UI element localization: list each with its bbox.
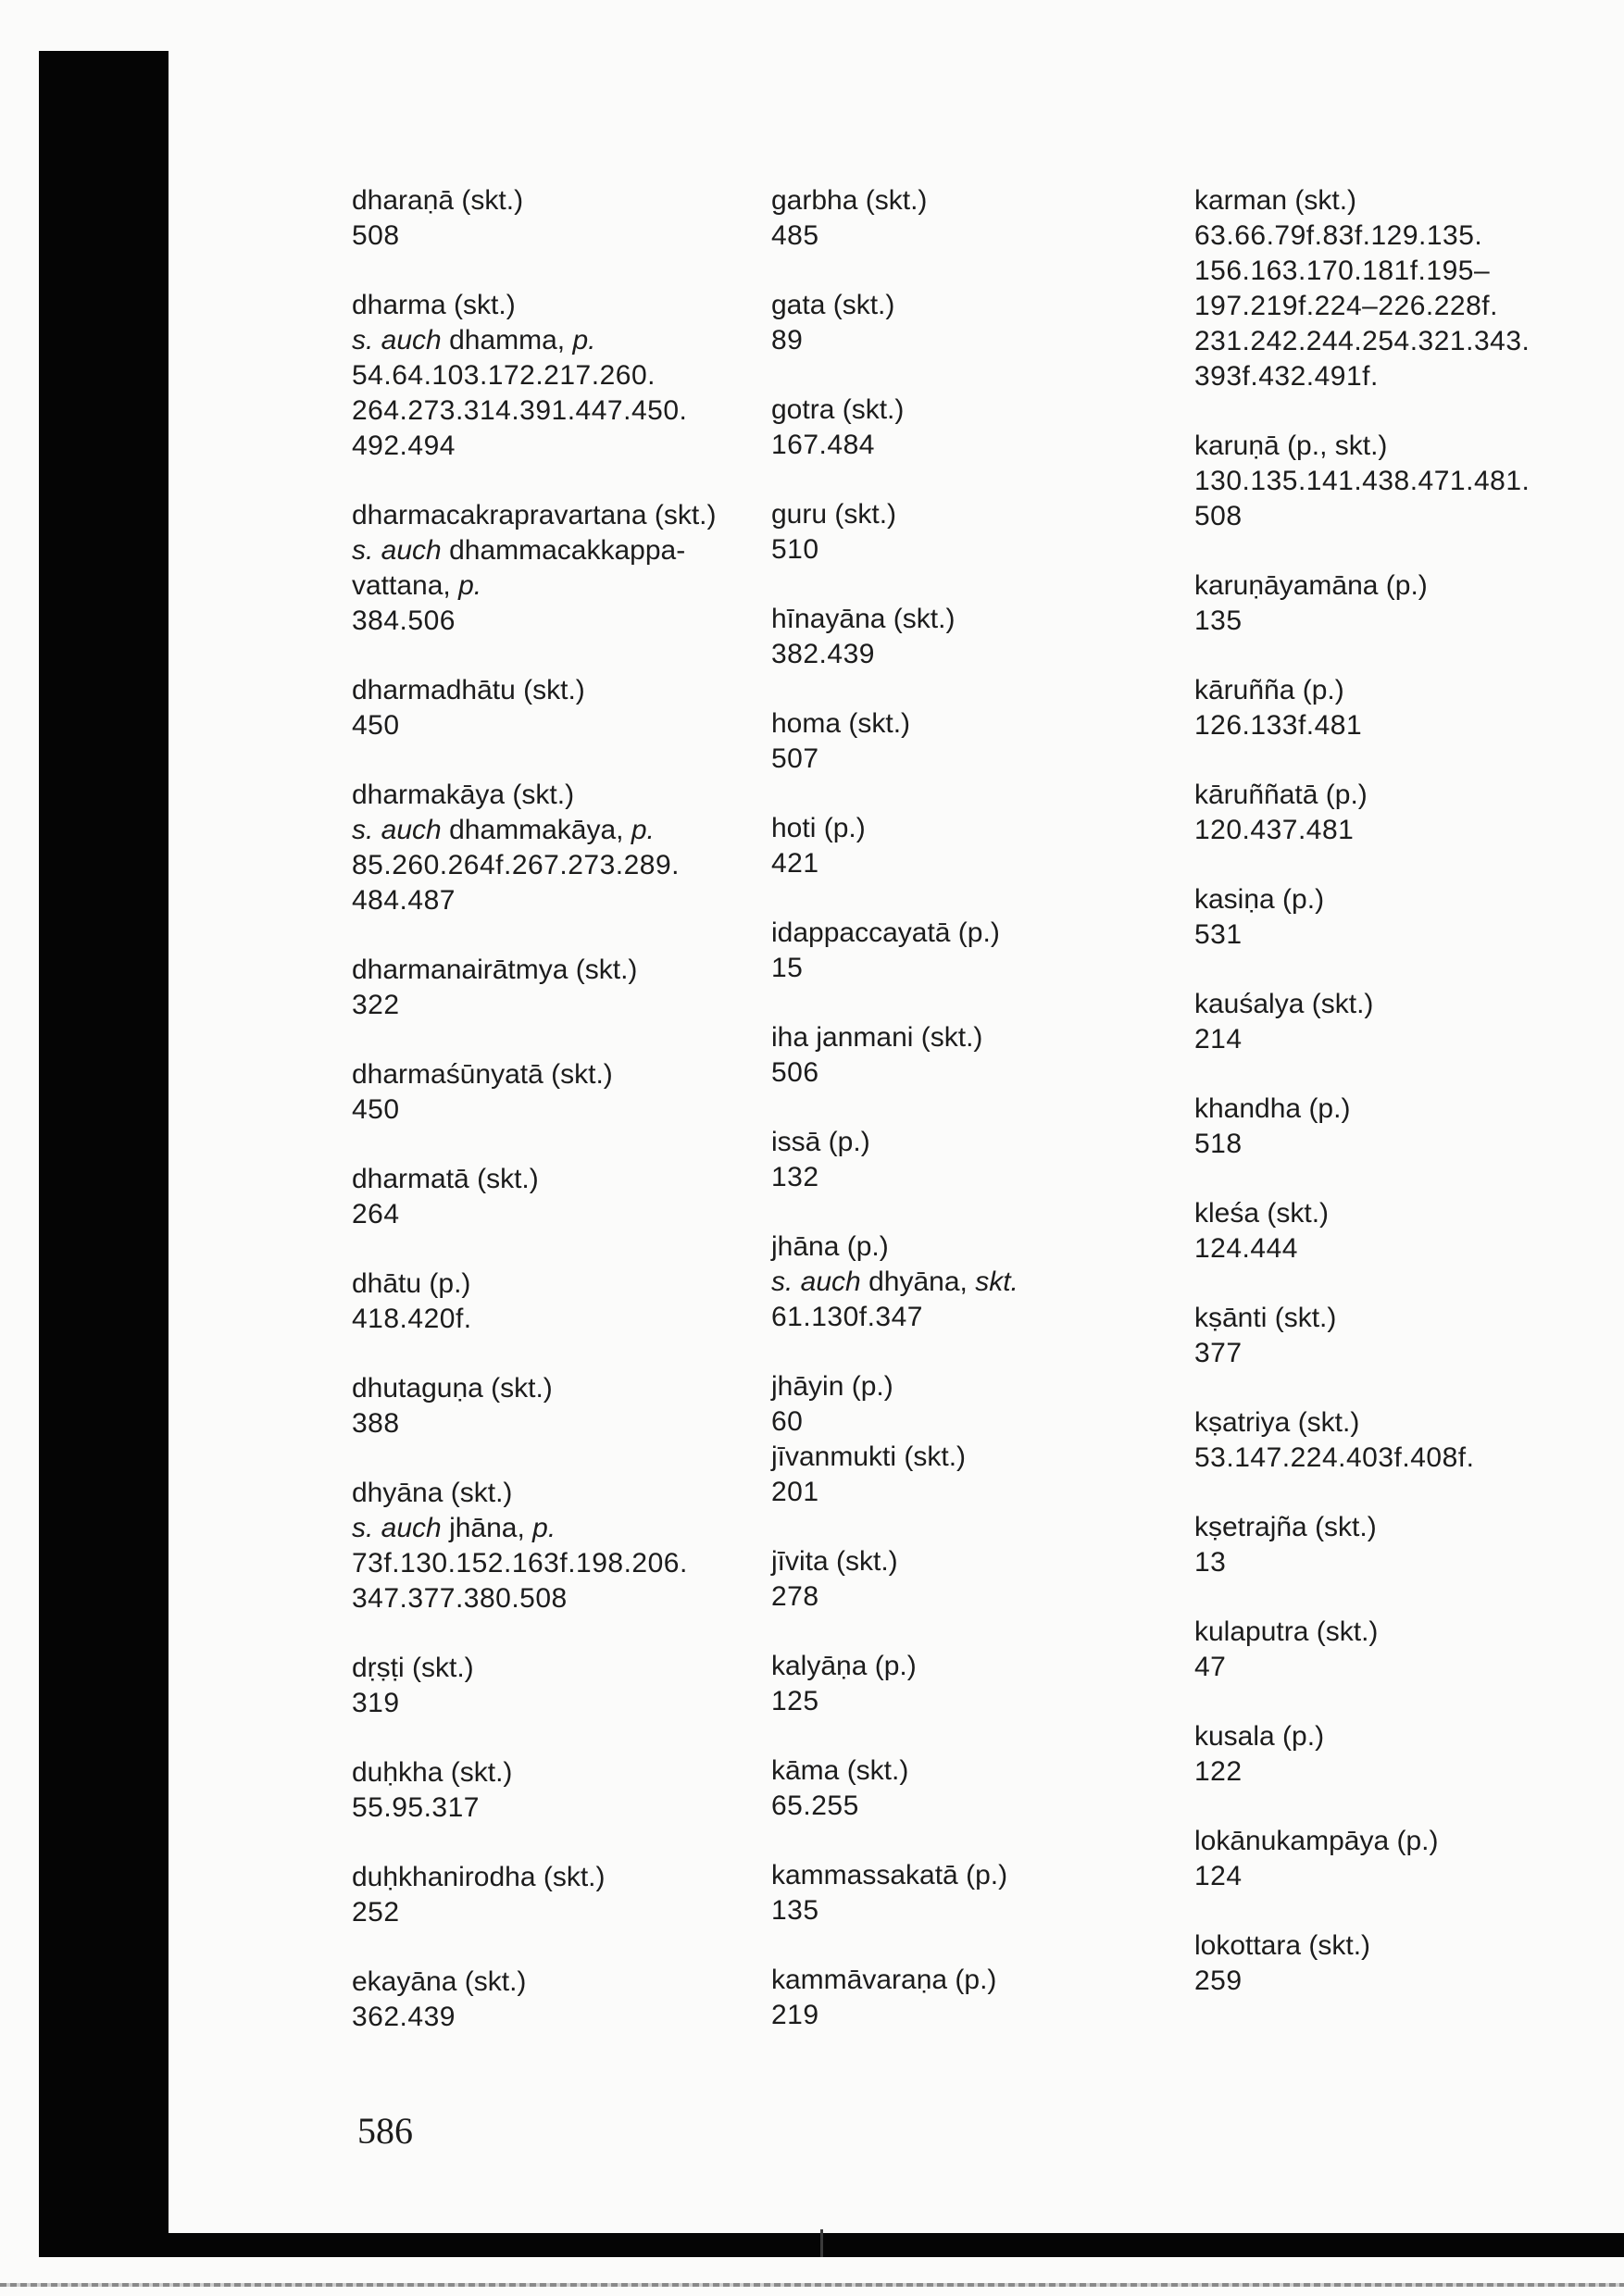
page-references: 264 [352, 1199, 400, 1229]
index-term: jīvita (skt.) [771, 1546, 898, 1577]
index-term: kāma (skt.) [771, 1755, 909, 1786]
index-entry [1194, 673, 1602, 743]
scan-edge-strip [0, 2283, 1624, 2287]
index-entry [1194, 1719, 1602, 1790]
index-term: kāruñña (p.) [1194, 675, 1344, 705]
index-term: issā (p.) [771, 1127, 870, 1157]
index-entry [352, 1057, 759, 1128]
page-references: 418.420f. [352, 1304, 472, 1334]
index-entry [771, 1753, 1179, 1824]
index-entry [352, 1651, 759, 1721]
cross-reference [352, 533, 759, 568]
index-entry [771, 393, 1179, 463]
page-references: 60 [771, 1406, 804, 1437]
index-entry [771, 1544, 1179, 1615]
index-entry [1194, 568, 1602, 639]
index-term: jhāyin (p.) [771, 1371, 893, 1402]
page-references: 132 [771, 1162, 819, 1192]
index-term: kasiṇa (p.) [1194, 884, 1325, 915]
index-term: kammassakatā (p.) [771, 1860, 1008, 1890]
cross-reference [352, 813, 759, 848]
index-entry [1194, 1928, 1602, 1999]
index-term: guru (skt.) [771, 499, 897, 530]
page-references: 125 [771, 1686, 819, 1716]
index-term: idappaccayatā (p.) [771, 917, 1000, 948]
cross-reference-prefix: s. auch [352, 815, 442, 845]
index-term: kṣānti (skt.) [1194, 1303, 1337, 1333]
index-term: dharaṇā (skt.) [352, 185, 524, 216]
index-entry [1194, 1510, 1602, 1580]
page-references: 55.95.317 [352, 1792, 480, 1823]
page-references: 167.484 [771, 430, 875, 460]
index-term: dharmadhātu (skt.) [352, 675, 585, 705]
index-term: lokottara (skt.) [1194, 1930, 1371, 1961]
page-references: 130.135.141.438.471.481. [1194, 466, 1530, 496]
index-term: garbha (skt.) [771, 185, 928, 216]
cross-reference-prefix: s. auch [352, 1513, 442, 1543]
index-entry [352, 288, 759, 464]
index-entry [352, 1371, 759, 1441]
index-term: lokānukampāya (p.) [1194, 1826, 1439, 1856]
scan-border-left [39, 51, 169, 2247]
index-term: hoti (p.) [771, 813, 866, 843]
index-column-2 [771, 183, 1179, 2067]
page-references: 531 [1194, 919, 1243, 950]
page-references: 492.494 [352, 430, 456, 461]
index-column-3 [1194, 183, 1602, 2033]
page-references: 73f.130.152.163f.198.206. [352, 1548, 688, 1578]
index-term: dhātu (p.) [352, 1268, 471, 1299]
page-references: 54.64.103.172.217.260. [352, 360, 656, 391]
page-references: 450 [352, 1094, 400, 1125]
cross-reference-target: jhāna, [449, 1513, 525, 1543]
index-term: dhyāna (skt.) [352, 1478, 513, 1508]
index-entry [352, 1267, 759, 1337]
index-term: kṣetrajña (skt.) [1194, 1512, 1377, 1542]
index-entry [771, 1369, 1179, 1440]
index-column-1 [352, 183, 759, 2069]
index-term: homa (skt.) [771, 708, 911, 739]
index-term: kusala (p.) [1194, 1721, 1325, 1752]
index-term: dharmaśūnyatā (skt.) [352, 1059, 613, 1090]
cross-reference-prefix: s. auch [352, 535, 442, 566]
index-term: duḥkhanirodha (skt.) [352, 1862, 606, 1892]
cross-reference [352, 568, 759, 604]
page-references: 214 [1194, 1024, 1243, 1054]
cross-reference-target: vattana, [352, 570, 451, 601]
index-term: hīnayāna (skt.) [771, 604, 956, 634]
index-entry [1194, 882, 1602, 953]
index-term: karuṇā (p., skt.) [1194, 430, 1388, 461]
index-entry [771, 916, 1179, 986]
index-entry [352, 1965, 759, 2035]
page-references: 85.260.264f.267.273.289. [352, 850, 680, 880]
index-term: karuṇāyamāna (p.) [1194, 570, 1428, 601]
index-entry [1194, 987, 1602, 1057]
index-entry [771, 602, 1179, 672]
page-references: 450 [352, 710, 400, 741]
page-references: 120.437.481 [1194, 815, 1355, 845]
index-entry [771, 1229, 1179, 1335]
cross-reference [352, 1511, 759, 1546]
cross-reference-language: p. [631, 815, 655, 845]
index-entry [1194, 1092, 1602, 1162]
index-entry [1194, 1196, 1602, 1267]
page-references: 264.273.314.391.447.450. [352, 395, 688, 426]
page-references: 382.439 [771, 639, 875, 669]
index-term: dharmanairātmya (skt.) [352, 955, 638, 985]
index-entry [1194, 1615, 1602, 1685]
index-term: karman (skt.) [1194, 185, 1357, 216]
page-references: 507 [771, 743, 819, 774]
page-references: 421 [771, 848, 819, 879]
page-number: 586 [357, 2110, 413, 2152]
index-term: khandha (p.) [1194, 1093, 1351, 1124]
page-references: 61.130f.347 [771, 1302, 923, 1332]
page-references: 156.163.170.181f.195– [1194, 256, 1491, 286]
cross-reference-prefix: s. auch [771, 1267, 861, 1297]
index-entry [1194, 1405, 1602, 1476]
index-term: gata (skt.) [771, 290, 895, 320]
index-entry [771, 1125, 1179, 1195]
page-references: 278 [771, 1581, 819, 1612]
index-entry [1194, 1824, 1602, 1894]
index-term: kāruññatā (p.) [1194, 780, 1368, 810]
index-entry [771, 1963, 1179, 2033]
index-entry [1194, 429, 1602, 534]
page-references: 362.439 [352, 2002, 456, 2032]
index-entry [771, 1858, 1179, 1928]
page-references: 384.506 [352, 605, 456, 636]
page-references: 259 [1194, 1965, 1243, 1996]
page-references: 47 [1194, 1652, 1227, 1682]
index-term: kammāvaraṇa (p.) [771, 1965, 997, 1995]
index-term: ekayāna (skt.) [352, 1966, 527, 1997]
index-term: iha janmani (skt.) [771, 1022, 983, 1053]
index-entry [771, 288, 1179, 358]
page-references: 508 [1194, 501, 1243, 531]
index-entry [771, 811, 1179, 881]
page-references: 126.133f.481 [1194, 710, 1363, 741]
index-term: jīvanmukti (skt.) [771, 1441, 967, 1472]
page-references: 377 [1194, 1338, 1243, 1368]
cross-reference-language: skt. [975, 1267, 1018, 1297]
page-references: 219 [771, 2000, 819, 2030]
index-term: kulaputra (skt.) [1194, 1616, 1379, 1647]
index-entry [352, 673, 759, 743]
cross-reference-language: p. [572, 325, 596, 356]
page-references: 89 [771, 325, 804, 356]
page-references: 197.219f.224–226.228f. [1194, 291, 1498, 321]
cross-reference [771, 1265, 1179, 1300]
index-entry [771, 183, 1179, 254]
cross-reference-target: dhammacakkappa- [449, 535, 686, 566]
cross-reference [352, 323, 759, 358]
page-references: 347.377.380.508 [352, 1583, 568, 1614]
cross-reference-target: dhammakāya, [449, 815, 624, 845]
index-term: duḥkha (skt.) [352, 1757, 513, 1788]
page-references: 135 [771, 1895, 819, 1926]
index-entry [352, 778, 759, 918]
index-term: dharmatā (skt.) [352, 1164, 539, 1194]
index-term: kalyāṇa (p.) [771, 1651, 917, 1681]
page-references: 322 [352, 990, 400, 1020]
index-term: kleśa (skt.) [1194, 1198, 1330, 1229]
page-references: 510 [771, 534, 819, 565]
index-entry [1194, 778, 1602, 848]
index-entry [352, 498, 759, 639]
page-references: 484.487 [352, 885, 456, 916]
page-references: 485 [771, 220, 819, 251]
page-references: 65.255 [771, 1791, 859, 1821]
page-references: 393f.432.491f. [1194, 361, 1379, 392]
index-entry [352, 953, 759, 1023]
page-references: 53.147.224.403f.408f. [1194, 1442, 1475, 1473]
index-entry [1194, 183, 1602, 394]
page-references: 122 [1194, 1756, 1243, 1787]
index-entry [352, 1162, 759, 1232]
index-term: jhāna (p.) [771, 1231, 889, 1262]
index-entry [352, 1755, 759, 1826]
page-references: 13 [1194, 1547, 1227, 1578]
cross-reference-target: dhamma, [449, 325, 566, 356]
page-references: 252 [352, 1897, 400, 1928]
scan-border-notch [820, 2229, 823, 2257]
cross-reference-target: dhyāna, [868, 1267, 968, 1297]
page-references: 201 [771, 1477, 819, 1507]
index-term: dṛṣṭi (skt.) [352, 1653, 474, 1683]
page-references: 319 [352, 1688, 400, 1718]
index-term: gotra (skt.) [771, 394, 905, 425]
index-entry [771, 706, 1179, 777]
page-references: 124.444 [1194, 1233, 1298, 1264]
index-entry [352, 1860, 759, 1930]
index-entry [771, 1020, 1179, 1091]
page-references: 231.242.244.254.321.343. [1194, 326, 1530, 356]
index-term: kauśalya (skt.) [1194, 989, 1374, 1019]
index-entry [771, 1440, 1179, 1510]
index-entry [771, 1649, 1179, 1719]
cross-reference-language: p. [458, 570, 482, 601]
cross-reference-language: p. [532, 1513, 556, 1543]
page-references: 124 [1194, 1861, 1243, 1891]
scan-border-bottom [39, 2233, 1624, 2257]
index-term: dharma (skt.) [352, 290, 516, 320]
index-entry [1194, 1301, 1602, 1371]
page-references: 388 [352, 1408, 400, 1439]
page-references: 135 [1194, 605, 1243, 636]
page-references: 506 [771, 1057, 819, 1088]
cross-reference-prefix: s. auch [352, 325, 442, 356]
index-entry [771, 497, 1179, 568]
index-term: dhutaguṇa (skt.) [352, 1373, 553, 1404]
index-term: kṣatriya (skt.) [1194, 1407, 1360, 1438]
index-term: dharmakāya (skt.) [352, 780, 575, 810]
page-references: 508 [352, 220, 400, 251]
page-references: 63.66.79f.83f.129.135. [1194, 220, 1483, 251]
index-entry [352, 183, 759, 254]
index-term: dharmacakrapravartana (skt.) [352, 500, 717, 530]
page-references: 15 [771, 953, 804, 983]
index-entry [352, 1476, 759, 1616]
page-references: 518 [1194, 1129, 1243, 1159]
